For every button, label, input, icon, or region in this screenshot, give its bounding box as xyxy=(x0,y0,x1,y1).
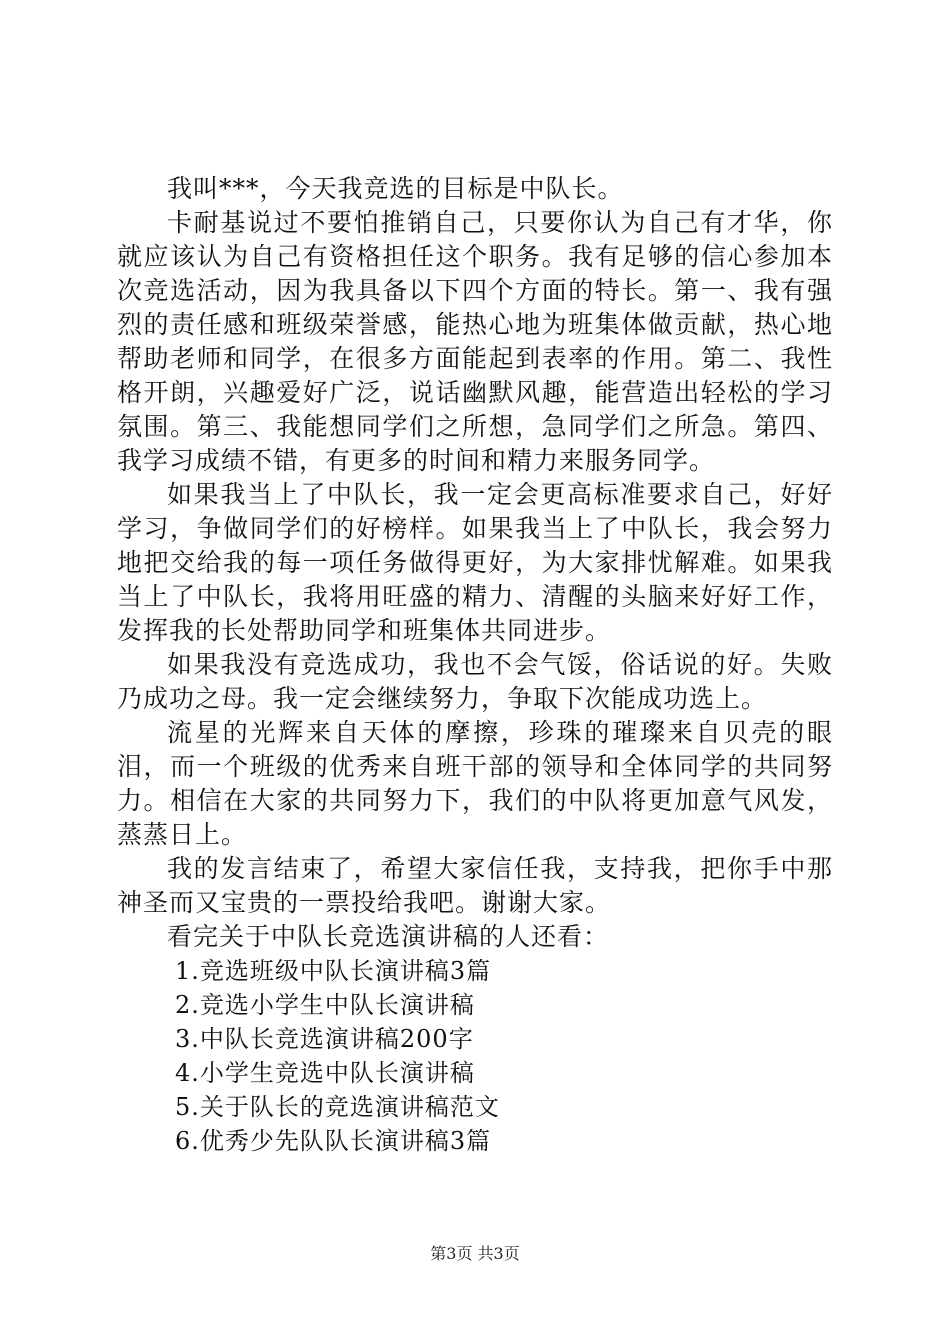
paragraph-closing: 我的发言结束了，希望大家信任我，支持我，把你手中那神圣而又宝贵的一票投给我吧。谢谢大家。 xyxy=(117,854,833,917)
related-list xyxy=(117,954,833,1158)
related-heading: 看完关于中队长竞选演讲稿的人还看： xyxy=(167,922,610,951)
paragraph-if-elected: 如果我当上了中队长，我一定会更高标准要求自己，好好学习，争做同学们的好榜样。如果我当上了中队长，我会努力地把交给我的每一项任务做得更好，为大家排忧解难。如果我当上了中队长，我将用旺盛的精力、清醒的头脑来好好工作，发挥我的长处帮助同学和班集体共同进步。 xyxy=(117,480,833,645)
related-link-4[interactable]: 4.小学生竞选中队长演讲稿 xyxy=(175,1059,475,1087)
paragraph-intro: 我叫***，今天我竞选的目标是中队长。 xyxy=(167,174,624,203)
related-link-2[interactable]: 2.竞选小学生中队长演讲稿 xyxy=(175,991,475,1019)
related-link-1[interactable]: 1.竞选班级中队长演讲稿3篇 xyxy=(175,957,492,985)
related-link-6[interactable]: 6.优秀少先队队长演讲稿3篇 xyxy=(175,1127,492,1155)
paragraph-if-not-elected: 如果我没有竞选成功，我也不会气馁，俗话说的好。失败乃成功之母。我一定会继续努力，争取下次能成功选上。 xyxy=(117,650,833,713)
related-link-3[interactable]: 3.中队长竞选演讲稿200字 xyxy=(175,1025,474,1053)
document-body xyxy=(117,172,833,1158)
related-link-5[interactable]: 5.关于队长的竞选演讲稿范文 xyxy=(175,1093,500,1121)
paragraph-strengths: 卡耐基说过不要怕推销自己，只要你认为自己有才华，你就应该认为自己有资格担任这个职务。我有足够的信心参加本次竞选活动，因为我具备以下四个方面的特长。第一、我有强烈的责任感和班级荣誉感，能热心地为班集体做贡献，热心地帮助老师和同学，在很多方面能起到表率的作用。第二、我性格开朗，兴趣爱好广泛，说话幽默风趣，能营造出轻松的学习氛围。第三、我能想同学们之所想，急同学们之所急。第四、我学习成绩不错，有更多的时间和精力来服务同学。 xyxy=(117,208,833,475)
paragraph-class-effort: 流星的光辉来自天体的摩擦，珍珠的璀璨来自贝壳的眼泪，而一个班级的优秀来自班干部的领导和全体同学的共同努力。相信在大家的共同努力下，我们的中队将更加意气风发，蒸蒸日上。 xyxy=(117,718,833,849)
page-number-footer: 第3页 共3页 xyxy=(430,1244,520,1263)
